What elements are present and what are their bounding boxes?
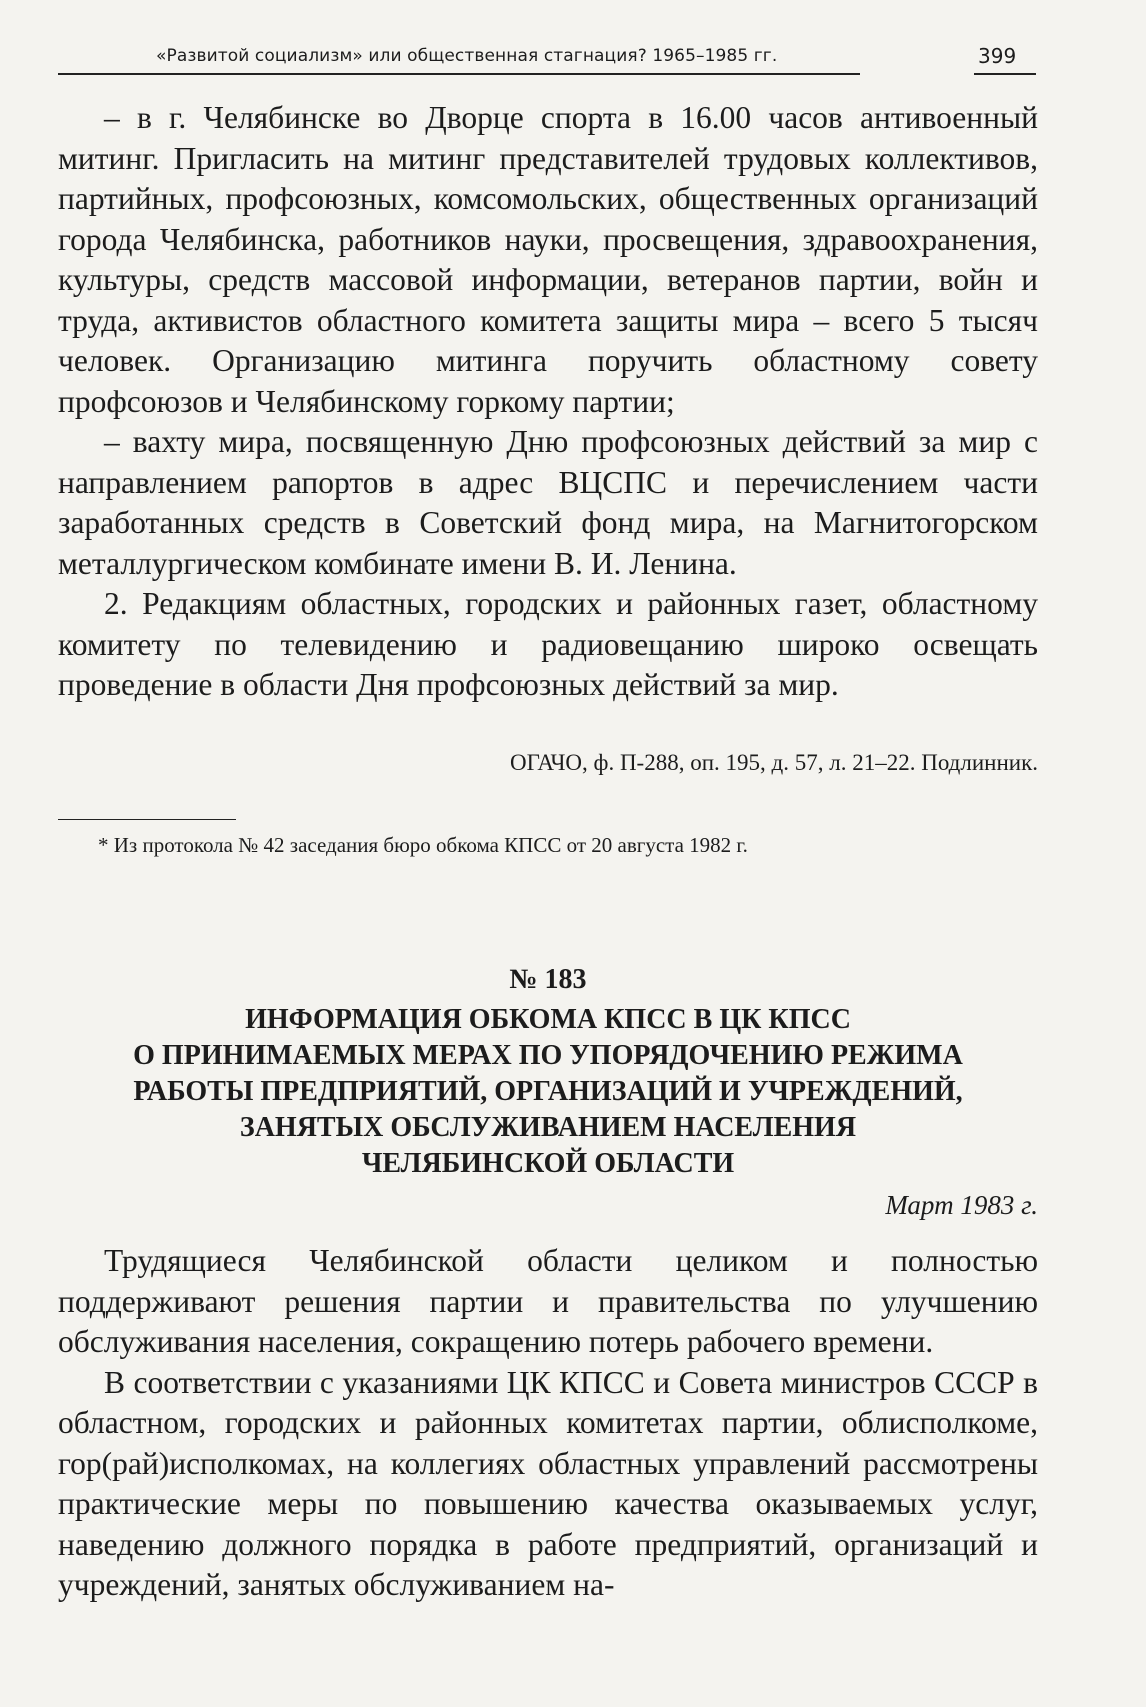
document-paragraph: В соответствии с указаниями ЦК КПСС и Совета министров СССР в областном, городских и районных комитетах партии, облисполкоме, гор(рай)исполкомах, на коллегиях областных управлений рассмотрены практические меры по повышению качества оказываемых услуг, наведению должного порядка в работе предприятий, организаций и учреждений, занятых обслуживанием на- <box>58 1364 1038 1602</box>
document-date: Март 1983 г. <box>885 1190 1038 1220</box>
running-header <box>58 40 1038 80</box>
paragraph-media: 2. Редакциям областных, городских и районных газет, областному комитету по телевидению и радиовещанию широко освещать проведение в области Дня профсоюзных действий за мир. <box>58 586 1038 702</box>
running-header-rule <box>58 73 860 75</box>
document-title-line: ЧЕЛЯБИНСКОЙ ОБЛАСТИ <box>361 1148 735 1179</box>
document-title-line: О ПРИНИМАЕМЫХ МЕРАХ ПО УПОРЯДОЧЕНИЮ РЕЖИМА <box>133 1040 963 1071</box>
paragraph-rally: – в г. Челябинске во Дворце спорта в 16.00 часов антивоенный митинг. Пригласить на митинг представителей трудовых коллективов, партийных, профсоюзных, комсомольских, общественных организаций города Челябинска, работников науки, просвещения, здравоохранения, культуры, средств массовой информации, ветеранов партии, войн и труда, активистов областного комитета защиты мира – всего 5 тысяч человек. Организацию митинга поручить областному совету профсоюзов и Челябинскому горкому партии; <box>58 100 1038 419</box>
continued-text <box>58 98 1038 706</box>
footnote: * Из протокола № 42 заседания бюро обкома КПСС от 20 августа 1982 г. <box>98 833 748 857</box>
document-body <box>58 1241 1038 1606</box>
document-title-line: ИНФОРМАЦИЯ ОБКОМА КПСС В ЦК КПСС <box>245 1004 851 1035</box>
document-paragraph: Трудящиеся Челябинской области целиком и полностью поддерживают решения партии и правительства по улучшению обслуживания населения, сокращению потерь рабочего времени. <box>58 1243 1038 1359</box>
paragraph-peace-watch: – вахту мира, посвященную Дню профсоюзных действий за мир с направлением рапортов в адрес ВЦСПС и перечислением части заработанных средств в Советский фонд мира, на Магнитогорском металлургическом комбинате имени В. И. Ленина. <box>58 424 1038 581</box>
document-header <box>58 962 1038 1182</box>
page-number-rule <box>974 73 1036 75</box>
archive-source-reference: ОГАЧО, ф. П-288, оп. 195, д. 57, л. 21–22. Подлинник. <box>509 750 1038 775</box>
document-title-line: ЗАНЯТЫХ ОБСЛУЖИВАНИЕМ НАСЕЛЕНИЯ <box>239 1112 857 1143</box>
page-number: 399 <box>978 44 1017 68</box>
document-number: № 183 <box>509 964 587 995</box>
running-header-title: «Развитой социализм» или общественная стагнация? 1965–1985 гг. <box>156 46 778 66</box>
document-title-line: РАБОТЫ ПРЕДПРИЯТИЙ, ОРГАНИЗАЦИЙ И УЧРЕЖДЕНИЙ, <box>133 1076 963 1107</box>
footnote-separator <box>58 819 236 820</box>
